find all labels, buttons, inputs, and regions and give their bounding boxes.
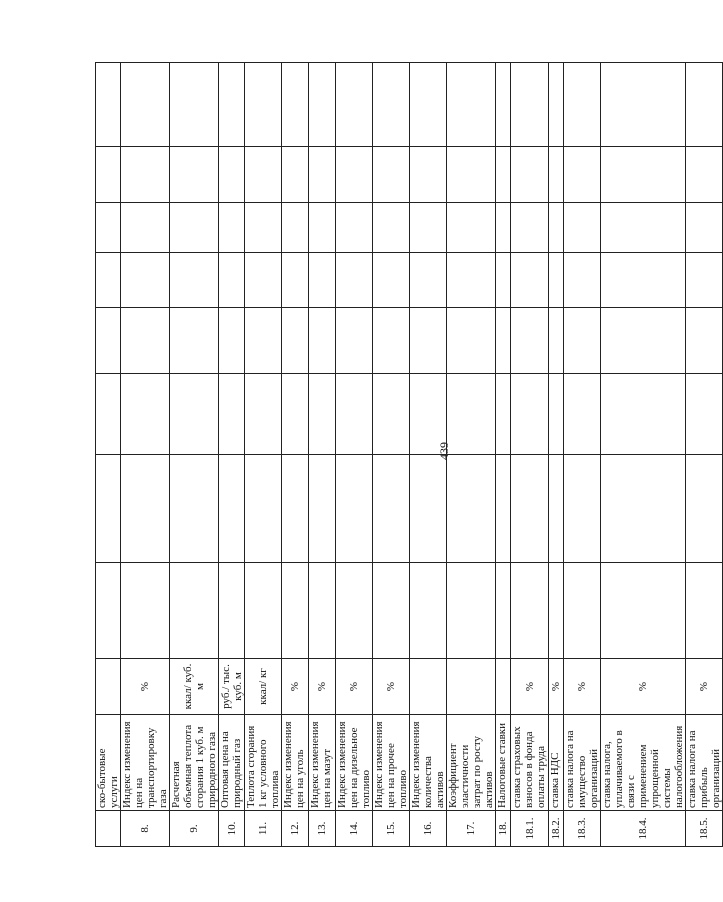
value-cell bbox=[219, 253, 245, 308]
value-cell bbox=[373, 203, 410, 253]
value-cell bbox=[373, 147, 410, 203]
value-cell bbox=[496, 147, 511, 203]
value-cell bbox=[282, 63, 309, 147]
value-cell bbox=[447, 147, 496, 203]
value-cell bbox=[601, 203, 686, 253]
row-number-cell: 18.3. bbox=[564, 811, 601, 847]
row-number-cell: 14. bbox=[336, 811, 373, 847]
value-cell bbox=[496, 374, 511, 455]
value-cell bbox=[686, 374, 723, 455]
page-number: 439 bbox=[437, 442, 451, 460]
value-cell bbox=[282, 374, 309, 455]
value-cell bbox=[282, 563, 309, 659]
table-body bbox=[96, 63, 723, 847]
value-cell bbox=[336, 308, 373, 374]
indicator-name-cell: Индекс изменения количества активов bbox=[410, 715, 447, 811]
unit-cell bbox=[96, 659, 121, 715]
value-cell bbox=[121, 374, 170, 455]
value-cell bbox=[410, 563, 447, 659]
value-cell bbox=[170, 308, 219, 374]
value-cell bbox=[336, 455, 373, 563]
value-cell bbox=[309, 563, 336, 659]
value-cell bbox=[511, 63, 549, 147]
value-cell bbox=[170, 374, 219, 455]
value-cell bbox=[549, 374, 564, 455]
value-cell bbox=[511, 374, 549, 455]
table-row bbox=[96, 63, 121, 847]
value-cell bbox=[96, 374, 121, 455]
value-cell bbox=[511, 455, 549, 563]
value-cell bbox=[496, 253, 511, 308]
value-cell bbox=[564, 147, 601, 203]
row-number-cell: 8. bbox=[121, 811, 170, 847]
value-cell bbox=[245, 203, 282, 253]
indicator-name-cell: ставка налога на прибыль организаций bbox=[686, 715, 723, 811]
indicator-name-cell: Теплота сгорания 1 кг условного топлива bbox=[245, 715, 282, 811]
value-cell bbox=[447, 253, 496, 308]
indicator-name-cell: ставка налога на имущество организаций bbox=[564, 715, 601, 811]
table-row bbox=[549, 63, 564, 847]
value-cell bbox=[686, 147, 723, 203]
table-row bbox=[121, 63, 170, 847]
value-cell bbox=[121, 563, 170, 659]
indicator-table bbox=[95, 62, 723, 847]
value-cell bbox=[686, 455, 723, 563]
table-row bbox=[447, 63, 496, 847]
value-cell bbox=[373, 455, 410, 563]
table-row bbox=[601, 63, 686, 847]
row-number-cell: 18.1. bbox=[511, 811, 549, 847]
value-cell bbox=[410, 147, 447, 203]
unit-cell: % bbox=[373, 659, 410, 715]
table-row bbox=[282, 63, 309, 847]
row-number-cell: 12. bbox=[282, 811, 309, 847]
unit-cell: % bbox=[549, 659, 564, 715]
value-cell bbox=[496, 63, 511, 147]
value-cell bbox=[170, 203, 219, 253]
value-cell bbox=[336, 253, 373, 308]
value-cell bbox=[373, 563, 410, 659]
value-cell bbox=[373, 63, 410, 147]
value-cell bbox=[373, 374, 410, 455]
value-cell bbox=[121, 308, 170, 374]
value-cell bbox=[121, 147, 170, 203]
row-number-cell: 15. bbox=[373, 811, 410, 847]
value-cell bbox=[601, 308, 686, 374]
value-cell bbox=[219, 203, 245, 253]
value-cell bbox=[447, 63, 496, 147]
value-cell bbox=[410, 308, 447, 374]
value-cell bbox=[564, 308, 601, 374]
value-cell bbox=[549, 147, 564, 203]
value-cell bbox=[549, 63, 564, 147]
unit-cell bbox=[447, 659, 496, 715]
value-cell bbox=[170, 253, 219, 308]
value-cell bbox=[601, 374, 686, 455]
value-cell bbox=[170, 455, 219, 563]
value-cell bbox=[601, 63, 686, 147]
value-cell bbox=[309, 374, 336, 455]
unit-cell: ккал/ куб. м bbox=[170, 659, 219, 715]
value-cell bbox=[447, 563, 496, 659]
row-number-cell: 18.5. bbox=[686, 811, 723, 847]
table-row bbox=[373, 63, 410, 847]
value-cell bbox=[511, 308, 549, 374]
value-cell bbox=[282, 308, 309, 374]
value-cell bbox=[601, 253, 686, 308]
row-number-cell: 18.4. bbox=[601, 811, 686, 847]
unit-cell bbox=[410, 659, 447, 715]
value-cell bbox=[96, 147, 121, 203]
value-cell bbox=[309, 253, 336, 308]
value-cell bbox=[336, 203, 373, 253]
indicator-name-cell: ставка НДС bbox=[549, 715, 564, 811]
value-cell bbox=[309, 147, 336, 203]
value-cell bbox=[496, 455, 511, 563]
value-cell bbox=[601, 455, 686, 563]
value-cell bbox=[686, 203, 723, 253]
table-row bbox=[336, 63, 373, 847]
value-cell bbox=[282, 253, 309, 308]
indicator-name-cell: Индекс изменения цен на дизельное топливо bbox=[336, 715, 373, 811]
value-cell bbox=[219, 374, 245, 455]
table-row bbox=[564, 63, 601, 847]
value-cell bbox=[564, 374, 601, 455]
value-cell bbox=[511, 253, 549, 308]
value-cell bbox=[410, 253, 447, 308]
indicator-name-cell: Индекс изменения цен на уголь bbox=[282, 715, 309, 811]
value-cell bbox=[511, 203, 549, 253]
value-cell bbox=[170, 563, 219, 659]
indicator-name-cell: Индекс изменения цен на транспортировку газа bbox=[121, 715, 170, 811]
value-cell bbox=[96, 203, 121, 253]
value-cell bbox=[245, 63, 282, 147]
value-cell bbox=[373, 253, 410, 308]
row-number-cell: 18. bbox=[496, 811, 511, 847]
unit-cell: % bbox=[336, 659, 373, 715]
value-cell bbox=[447, 374, 496, 455]
value-cell bbox=[511, 147, 549, 203]
value-cell bbox=[219, 308, 245, 374]
value-cell bbox=[511, 563, 549, 659]
value-cell bbox=[282, 203, 309, 253]
indicator-name-cell: ставка налога, уплачиваемого в связи с применением упрощенной системы налогообложения bbox=[601, 715, 686, 811]
table-row bbox=[245, 63, 282, 847]
indicator-name-cell: Индекс изменения цен на прочее топливо bbox=[373, 715, 410, 811]
value-cell bbox=[245, 563, 282, 659]
value-cell bbox=[410, 374, 447, 455]
row-number-cell: 17. bbox=[447, 811, 496, 847]
value-cell bbox=[564, 203, 601, 253]
value-cell bbox=[121, 63, 170, 147]
value-cell bbox=[170, 147, 219, 203]
value-cell bbox=[336, 63, 373, 147]
table-row bbox=[410, 63, 447, 847]
value-cell bbox=[410, 203, 447, 253]
value-cell bbox=[309, 455, 336, 563]
row-number-cell bbox=[96, 811, 121, 847]
value-cell bbox=[447, 203, 496, 253]
value-cell bbox=[245, 374, 282, 455]
value-cell bbox=[549, 308, 564, 374]
value-cell bbox=[96, 308, 121, 374]
value-cell bbox=[219, 147, 245, 203]
value-cell bbox=[549, 455, 564, 563]
value-cell bbox=[564, 253, 601, 308]
table-row bbox=[511, 63, 549, 847]
value-cell bbox=[373, 308, 410, 374]
value-cell bbox=[336, 374, 373, 455]
row-number-cell: 13. bbox=[309, 811, 336, 847]
value-cell bbox=[309, 308, 336, 374]
table-row bbox=[686, 63, 723, 847]
unit-cell: % bbox=[309, 659, 336, 715]
value-cell bbox=[549, 253, 564, 308]
indicator-name-cell: Оптовая цена на природный газ bbox=[219, 715, 245, 811]
value-cell bbox=[121, 253, 170, 308]
value-cell bbox=[245, 455, 282, 563]
value-cell bbox=[219, 563, 245, 659]
row-number-cell: 18.2. bbox=[549, 811, 564, 847]
indicator-name-cell: ско-бытовые услуги bbox=[96, 715, 121, 811]
table-row bbox=[170, 63, 219, 847]
unit-cell: ккал/ кг bbox=[245, 659, 282, 715]
value-cell bbox=[686, 63, 723, 147]
table-row bbox=[219, 63, 245, 847]
value-cell bbox=[564, 63, 601, 147]
value-cell bbox=[564, 563, 601, 659]
rotated-table-wrapper bbox=[95, 63, 722, 847]
table-row bbox=[496, 63, 511, 847]
table-row bbox=[309, 63, 336, 847]
indicator-name-cell: Налоговые ставки bbox=[496, 715, 511, 811]
value-cell bbox=[686, 563, 723, 659]
row-number-cell: 11. bbox=[245, 811, 282, 847]
value-cell bbox=[219, 455, 245, 563]
value-cell bbox=[410, 63, 447, 147]
value-cell bbox=[96, 563, 121, 659]
value-cell bbox=[170, 63, 219, 147]
row-number-cell: 10. bbox=[219, 811, 245, 847]
value-cell bbox=[549, 563, 564, 659]
value-cell bbox=[686, 308, 723, 374]
unit-cell: % bbox=[121, 659, 170, 715]
value-cell bbox=[549, 203, 564, 253]
value-cell bbox=[309, 63, 336, 147]
row-number-cell: 16. bbox=[410, 811, 447, 847]
value-cell bbox=[96, 63, 121, 147]
value-cell bbox=[601, 563, 686, 659]
value-cell bbox=[121, 455, 170, 563]
value-cell bbox=[121, 203, 170, 253]
value-cell bbox=[601, 147, 686, 203]
unit-cell bbox=[496, 659, 511, 715]
unit-cell: % bbox=[282, 659, 309, 715]
indicator-name-cell: ставка страховых взносов в фонда оплаты труда bbox=[511, 715, 549, 811]
unit-cell: % bbox=[511, 659, 549, 715]
unit-cell: % bbox=[686, 659, 723, 715]
value-cell bbox=[496, 203, 511, 253]
indicator-name-cell: Индекс изменения цен на мазут bbox=[309, 715, 336, 811]
unit-cell: % bbox=[601, 659, 686, 715]
indicator-name-cell: Расчетная объемная теплота сгорания 1 куб. м природного газа bbox=[170, 715, 219, 811]
row-number-cell: 9. bbox=[170, 811, 219, 847]
value-cell bbox=[282, 147, 309, 203]
value-cell bbox=[410, 455, 447, 563]
value-cell bbox=[282, 455, 309, 563]
value-cell bbox=[245, 253, 282, 308]
value-cell bbox=[564, 455, 601, 563]
value-cell bbox=[496, 563, 511, 659]
value-cell bbox=[309, 203, 336, 253]
unit-cell: % bbox=[564, 659, 601, 715]
value-cell bbox=[245, 147, 282, 203]
value-cell bbox=[447, 455, 496, 563]
indicator-name-cell: Коэффициент эластичности затрат по росту активов bbox=[447, 715, 496, 811]
value-cell bbox=[96, 455, 121, 563]
value-cell bbox=[336, 563, 373, 659]
value-cell bbox=[96, 253, 121, 308]
unit-cell: руб./ тыс. куб. м bbox=[219, 659, 245, 715]
value-cell bbox=[447, 308, 496, 374]
value-cell bbox=[686, 253, 723, 308]
value-cell bbox=[219, 63, 245, 147]
value-cell bbox=[336, 147, 373, 203]
value-cell bbox=[496, 308, 511, 374]
value-cell bbox=[245, 308, 282, 374]
